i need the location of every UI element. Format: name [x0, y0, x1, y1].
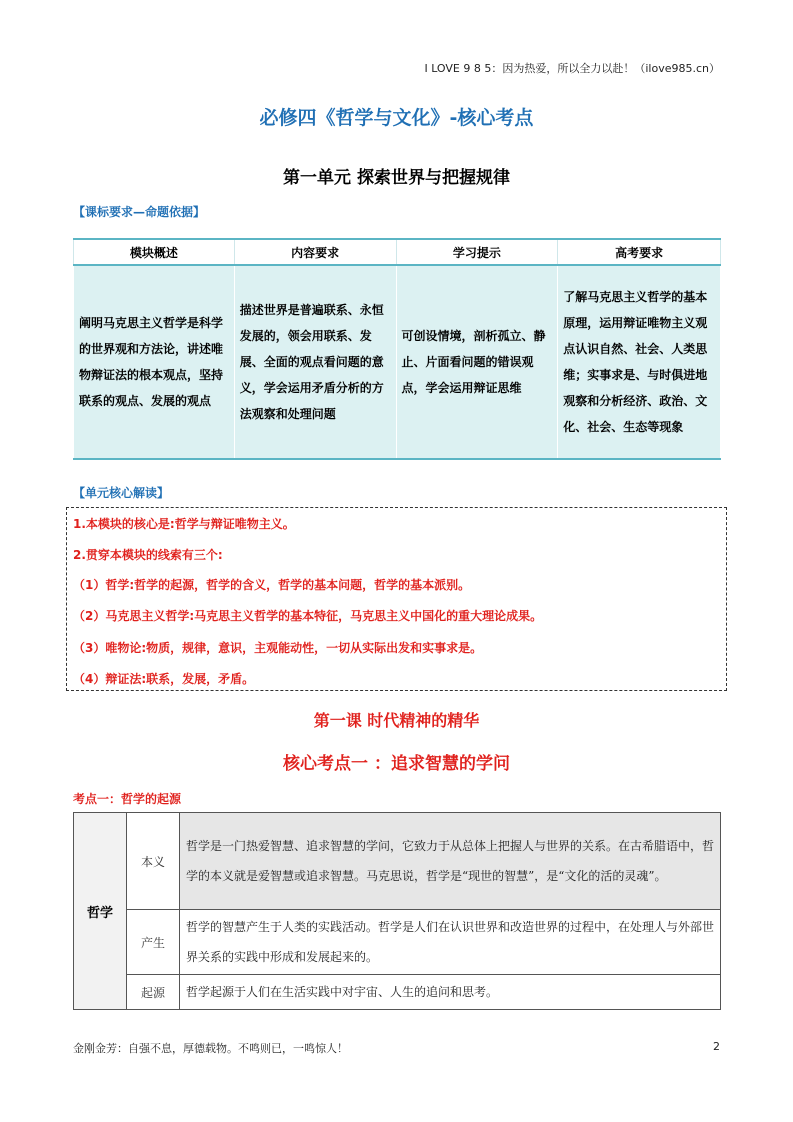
- interpretation-line: （2）马克思主义哲学:马克思主义哲学的基本特征，马克思主义中国化的重大理论成果。: [73, 609, 543, 623]
- header-note: I LOVE 9 8 5：因为热爱，所以全力以赴！（ilove985.cn）: [424, 62, 720, 75]
- standards-table: [73, 238, 721, 460]
- kaodian-term: 产生: [127, 910, 180, 975]
- kaodian-term: 本义: [127, 813, 180, 910]
- interpretation-label: 【单元核心解读】: [73, 486, 170, 500]
- footer-motto: 金刚金芳：自强不息，厚德载物。不鸣则已，一鸣惊人！: [73, 1042, 348, 1055]
- standards-cell: 可创设情境，剖析孤立、静止、片面看问题的错误观点，学会运用辩证思维: [396, 265, 558, 459]
- kaodian-row: [74, 910, 721, 975]
- standards-cell: 描述世界是普遍联系、永恒发展的，领会用联系、发展、全面的观点看问题的意义，学会运用矛盾分析的方法观察和处理问题: [234, 265, 396, 459]
- header-cell: 高考要求: [558, 239, 721, 265]
- kaodian-text: 哲学的智慧产生于人类的实践活动。哲学是人们在认识世界和改造世界的过程中，在处理人与外部世界关系的实践中形成和发展起来的。: [180, 910, 721, 975]
- kaodian-row: [74, 975, 721, 1010]
- kaodian-term: 起源: [127, 975, 180, 1010]
- standards-body-row: [74, 265, 721, 459]
- interpretation-line: （1）哲学:哲学的起源，哲学的含义，哲学的基本问题，哲学的基本派别。: [73, 578, 471, 592]
- interpretation-box: [66, 507, 727, 691]
- kaodian-row: [74, 813, 721, 910]
- kaodian-label: 考点一：哲学的起源: [73, 792, 182, 806]
- kaodian-table: [73, 812, 721, 1010]
- standards-cell: 了解马克思主义哲学的基本原理，运用辩证唯物主义观点认识自然、社会、人类思维；实事求是、与时俱进地观察和分析经济、政治、文化、社会、生态等现象: [558, 265, 721, 459]
- interpretation-line: 1.本模块的核心是:哲学与辩证唯物主义。: [73, 517, 295, 531]
- standards-cell: 阐明马克思主义哲学是科学的世界观和方法论，讲述唯物辩证法的根本观点，坚持联系的观点、发展的观点: [74, 265, 235, 459]
- header-cell: 模块概述: [74, 239, 235, 265]
- page-number: 2: [713, 1040, 720, 1053]
- interpretation-line: 2.贯穿本模块的线索有三个:: [73, 548, 223, 562]
- kaodian-text: 哲学起源于人们在生活实践中对宇宙、人生的追问和思考。: [180, 975, 721, 1010]
- standards-label: 【课标要求—命题依据】: [73, 205, 206, 219]
- point-title: 核心考点一 ：追求智慧的学问: [283, 754, 510, 774]
- page-title: 必修四《哲学与文化》-核心考点: [259, 107, 534, 129]
- unit-title: 第一单元 探索世界与把握规律: [283, 168, 510, 188]
- kaodian-text: 哲学是一门热爱智慧、追求智慧的学问，它致力于从总体上把握人与世界的关系。在古希腊语中，哲学的本义就是爱智慧或追求智慧。马克思说，哲学是“现世的智慧”，是“文化的活的灵魂”。: [180, 813, 721, 910]
- header-cell: 学习提示: [396, 239, 558, 265]
- header-cell: 内容要求: [234, 239, 396, 265]
- interpretation-line: （3）唯物论:物质，规律，意识，主观能动性，一切从实际出发和实事求是。: [73, 641, 483, 655]
- interpretation-line: （4）辩证法:联系，发展，矛盾。: [73, 672, 255, 686]
- kaodian-subject: 哲学: [74, 813, 127, 1010]
- lesson-title: 第一课 时代精神的精华: [313, 711, 480, 730]
- standards-header-row: [74, 239, 721, 265]
